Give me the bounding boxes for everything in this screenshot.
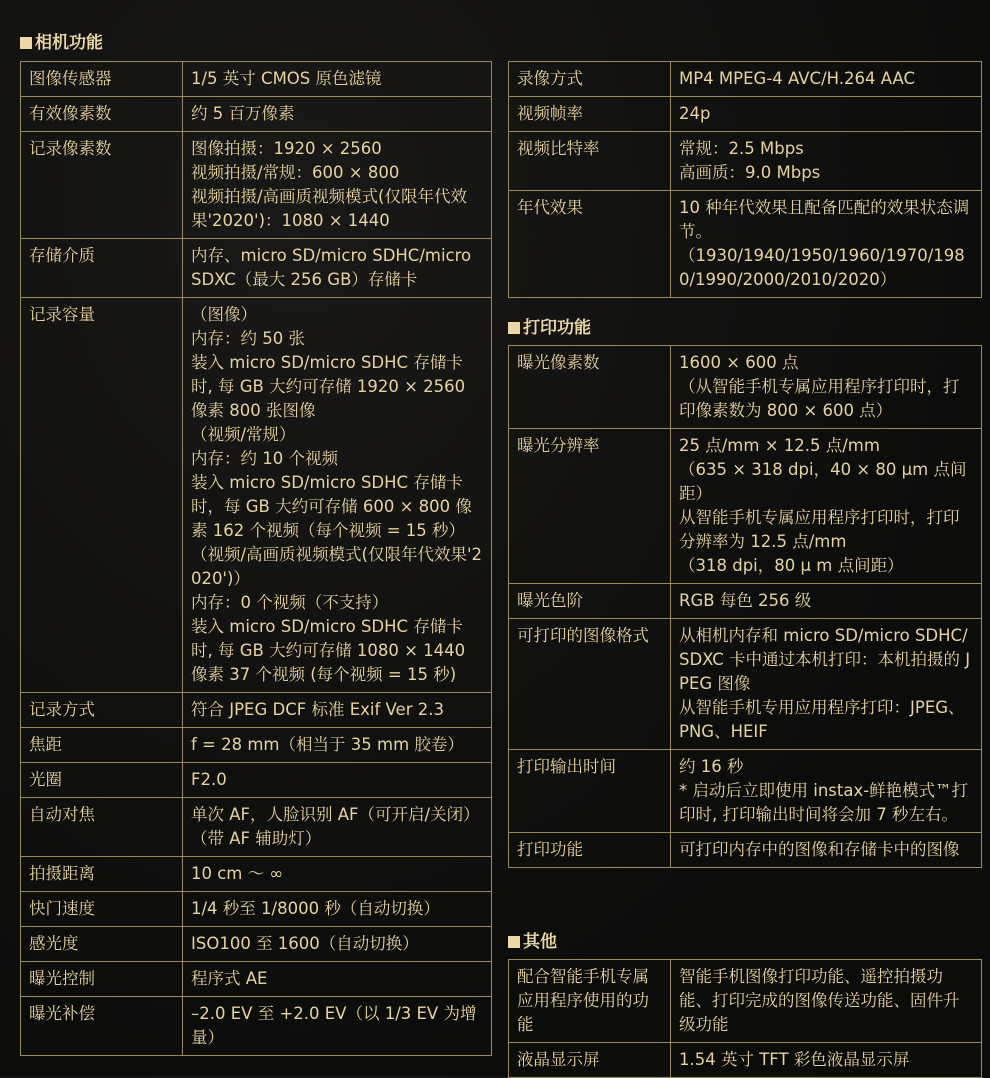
print-section-title bbox=[508, 316, 591, 340]
spec-row bbox=[509, 750, 982, 833]
spec-label: 图像传感器 bbox=[21, 62, 183, 97]
spec-row bbox=[509, 1043, 982, 1078]
spec-value bbox=[671, 97, 982, 132]
spec-value-line: （视频/常规） bbox=[191, 425, 296, 444]
video-spec-rows bbox=[509, 62, 982, 298]
spec-value-line: ISO100 至 1600（自动切换） bbox=[191, 934, 419, 953]
spec-value bbox=[671, 132, 982, 191]
spec-label: 年代效果 bbox=[509, 191, 671, 298]
spec-value bbox=[183, 298, 492, 693]
spec-value bbox=[183, 763, 492, 798]
spec-value bbox=[183, 693, 492, 728]
spec-value-line: f = 28 mm（相当于 35 mm 胶卷） bbox=[191, 735, 464, 754]
spec-value bbox=[671, 346, 982, 429]
spec-label: 记录容量 bbox=[21, 298, 183, 693]
spec-row bbox=[21, 857, 492, 892]
spec-value bbox=[183, 892, 492, 927]
square-bullet-icon bbox=[20, 37, 32, 49]
spec-label: 配合智能手机专属应用程序使用的功能 bbox=[509, 960, 671, 1043]
spec-value-line: （图像） bbox=[191, 305, 257, 324]
spec-value bbox=[671, 750, 982, 833]
spec-value-line: 智能手机图像打印功能、遥控拍摄功能、打印完成的图像传送功能、固件升级功能 bbox=[679, 967, 960, 1034]
spec-label: 感光度 bbox=[21, 927, 183, 962]
camera-spec-table bbox=[20, 61, 492, 1056]
spec-row bbox=[21, 763, 492, 798]
spec-label: 录像方式 bbox=[509, 62, 671, 97]
spec-value bbox=[183, 962, 492, 997]
spec-label: 光圈 bbox=[21, 763, 183, 798]
other-spec-rows bbox=[509, 960, 982, 1078]
spec-value-line: * 启动后立即使用 instax-鲜艳模式™打印时, 打印输出时间将会加 7 秒左右。 bbox=[679, 781, 969, 824]
spec-value-line: F2.0 bbox=[191, 770, 227, 789]
spec-label: 打印输出时间 bbox=[509, 750, 671, 833]
camera-spec-rows bbox=[21, 62, 492, 1056]
spec-value bbox=[183, 927, 492, 962]
spec-value bbox=[183, 728, 492, 763]
spec-label: 视频帧率 bbox=[509, 97, 671, 132]
spec-value-line: （635 × 318 dpi，40 × 80 μm 点间距） bbox=[679, 460, 967, 503]
spec-row bbox=[21, 962, 492, 997]
spec-label: 曝光分辨率 bbox=[509, 429, 671, 584]
spec-value bbox=[671, 62, 982, 97]
spec-row bbox=[509, 619, 982, 750]
spec-label: 记录方式 bbox=[21, 693, 183, 728]
spec-value-line: 1/4 秒至 1/8000 秒（自动切换） bbox=[191, 899, 440, 918]
spec-value-line: 1.54 英寸 TFT 彩色液晶显示屏 bbox=[679, 1050, 910, 1069]
spec-value-line: 视频拍摄/高画质视频模式(仅限年代效果'2020')：1080 × 1440 bbox=[191, 187, 467, 230]
spec-value-line: 可打印内存中的图像和存储卡中的图像 bbox=[679, 840, 960, 859]
spec-row bbox=[509, 346, 982, 429]
spec-row bbox=[509, 960, 982, 1043]
spec-row bbox=[509, 62, 982, 97]
spec-value-line: 内存：约 10 个视频 bbox=[191, 449, 338, 468]
spec-row bbox=[21, 798, 492, 857]
print-spec-table bbox=[508, 345, 982, 868]
spec-row bbox=[21, 62, 492, 97]
spec-value bbox=[671, 1043, 982, 1078]
spec-value-line: 从相机内存和 micro SD/micro SDHC/SDXC 卡中通过本机打印：本机拍摄的 JPEG 图像 bbox=[679, 626, 971, 693]
spec-value-line: （视频/高画质视频模式(仅限年代效果'2020')） bbox=[191, 545, 483, 588]
spec-label: 视频比特率 bbox=[509, 132, 671, 191]
video-spec-table bbox=[508, 61, 982, 298]
print-spec-rows bbox=[509, 346, 982, 868]
spec-value bbox=[183, 62, 492, 97]
spec-label: 拍摄距离 bbox=[21, 857, 183, 892]
spec-label: 打印功能 bbox=[509, 833, 671, 868]
spec-value bbox=[671, 584, 982, 619]
other-section-title bbox=[508, 930, 557, 954]
spec-label: 液晶显示屏 bbox=[509, 1043, 671, 1078]
spec-value bbox=[183, 997, 492, 1056]
camera-section-title bbox=[20, 31, 103, 55]
spec-value-line: 装入 micro SD/micro SDHC 存储卡时, 每 GB 大约可存储 1920 × 2560 像素 800 张图像 bbox=[191, 353, 471, 420]
spec-label: 焦距 bbox=[21, 728, 183, 763]
spec-row bbox=[509, 584, 982, 619]
other-title-text: 其他 bbox=[523, 932, 557, 952]
spec-value-line: 符合 JPEG DCF 标准 Exif Ver 2.3 bbox=[191, 700, 444, 719]
spec-label: 存储介质 bbox=[21, 239, 183, 298]
spec-value-line: 程序式 AE bbox=[191, 969, 268, 988]
spec-value-line: 单次 AF，人脸识别 AF（可开启/关闭）（带 AF 辅助灯） bbox=[191, 805, 480, 848]
spec-value-line: （318 dpi，80 μ m 点间距） bbox=[679, 556, 904, 575]
spec-value-line: 从智能手机专属应用程序打印时，打印分辨率为 12.5 点/mm bbox=[679, 508, 960, 551]
spec-value-line: 装入 micro SD/micro SDHC 存储卡时, 每 GB 大约可存储 1080 × 1440 像素 37 个视频 (每个视频 = 15 秒) bbox=[191, 617, 471, 684]
spec-label: 曝光色阶 bbox=[509, 584, 671, 619]
spec-value-line: （1930/1940/1950/1960/1970/1980/1990/2000/2010/2020） bbox=[679, 246, 965, 289]
spec-value-line: 高画质：9.0 Mbps bbox=[679, 163, 821, 182]
spec-value-line: 内存、micro SD/micro SDHC/micro SDXC（最大 256 GB）存储卡 bbox=[191, 246, 477, 289]
camera-title-text: 相机功能 bbox=[35, 33, 103, 53]
spec-value-line: 从智能手机专用应用程序打印：JPEG、PNG、HEIF bbox=[679, 698, 965, 741]
spec-row bbox=[509, 429, 982, 584]
spec-row bbox=[509, 833, 982, 868]
spec-value bbox=[671, 833, 982, 868]
spec-label: 快门速度 bbox=[21, 892, 183, 927]
spec-value-line: 1/5 英寸 CMOS 原色滤镜 bbox=[191, 69, 382, 88]
spec-value bbox=[671, 191, 982, 298]
spec-label: 曝光补偿 bbox=[21, 997, 183, 1056]
spec-value-line: RGB 每色 256 级 bbox=[679, 591, 812, 610]
spec-value-line: 10 cm ～ ∞ bbox=[191, 864, 284, 883]
spec-value bbox=[183, 239, 492, 298]
spec-value-line: 内存：0 个视频（不支持） bbox=[191, 593, 389, 612]
spec-value bbox=[183, 132, 492, 239]
spec-row bbox=[21, 997, 492, 1056]
spec-row bbox=[21, 298, 492, 693]
other-spec-table bbox=[508, 959, 982, 1078]
spec-value bbox=[183, 97, 492, 132]
square-bullet-icon bbox=[508, 322, 520, 334]
spec-value-line: （从智能手机专属应用程序打印时，打印像素数为 800 × 600 点） bbox=[679, 377, 960, 420]
spec-value bbox=[671, 619, 982, 750]
spec-row bbox=[509, 97, 982, 132]
spec-value-line: 24p bbox=[679, 104, 711, 123]
spec-row bbox=[21, 132, 492, 239]
spec-row bbox=[509, 132, 982, 191]
spec-value-line: 约 5 百万像素 bbox=[191, 104, 295, 123]
spec-value-line: 1600 × 600 点 bbox=[679, 353, 799, 372]
spec-label: 记录像素数 bbox=[21, 132, 183, 239]
spec-row bbox=[21, 693, 492, 728]
spec-label: 曝光像素数 bbox=[509, 346, 671, 429]
spec-value-line: 常规：2.5 Mbps bbox=[679, 139, 804, 158]
spec-value-line: 内存：约 50 张 bbox=[191, 329, 305, 348]
spec-value-line: 约 16 秒 bbox=[679, 757, 744, 776]
spec-value bbox=[183, 857, 492, 892]
spec-label: 曝光控制 bbox=[21, 962, 183, 997]
spec-row bbox=[21, 239, 492, 298]
spec-value-line: 图像拍摄：1920 × 2560 bbox=[191, 139, 382, 158]
spec-row bbox=[21, 892, 492, 927]
spec-value-line: 10 种年代效果且配备匹配的效果状态调节。 bbox=[679, 198, 970, 241]
spec-label: 有效像素数 bbox=[21, 97, 183, 132]
spec-label: 可打印的图像格式 bbox=[509, 619, 671, 750]
spec-value bbox=[671, 429, 982, 584]
spec-row bbox=[21, 927, 492, 962]
spec-value-line: 25 点/mm × 12.5 点/mm bbox=[679, 436, 880, 455]
spec-value bbox=[183, 798, 492, 857]
spec-value-line: 视频拍摄/常规：600 × 800 bbox=[191, 163, 400, 182]
spec-row bbox=[509, 191, 982, 298]
spec-value-line: MP4 MPEG-4 AVC/H.264 AAC bbox=[679, 69, 915, 88]
spec-row bbox=[21, 97, 492, 132]
spec-value-line: –2.0 EV 至 +2.0 EV（以 1/3 EV 为增量） bbox=[191, 1004, 477, 1047]
spec-value bbox=[671, 960, 982, 1043]
spec-value-line: 装入 micro SD/micro SDHC 存储卡时，每 GB 大约可存储 600 × 800 像素 162 个视频（每个视频 = 15 秒） bbox=[191, 473, 472, 540]
spec-row bbox=[21, 728, 492, 763]
print-title-text: 打印功能 bbox=[523, 318, 591, 338]
square-bullet-icon bbox=[508, 936, 520, 948]
spec-label: 自动对焦 bbox=[21, 798, 183, 857]
